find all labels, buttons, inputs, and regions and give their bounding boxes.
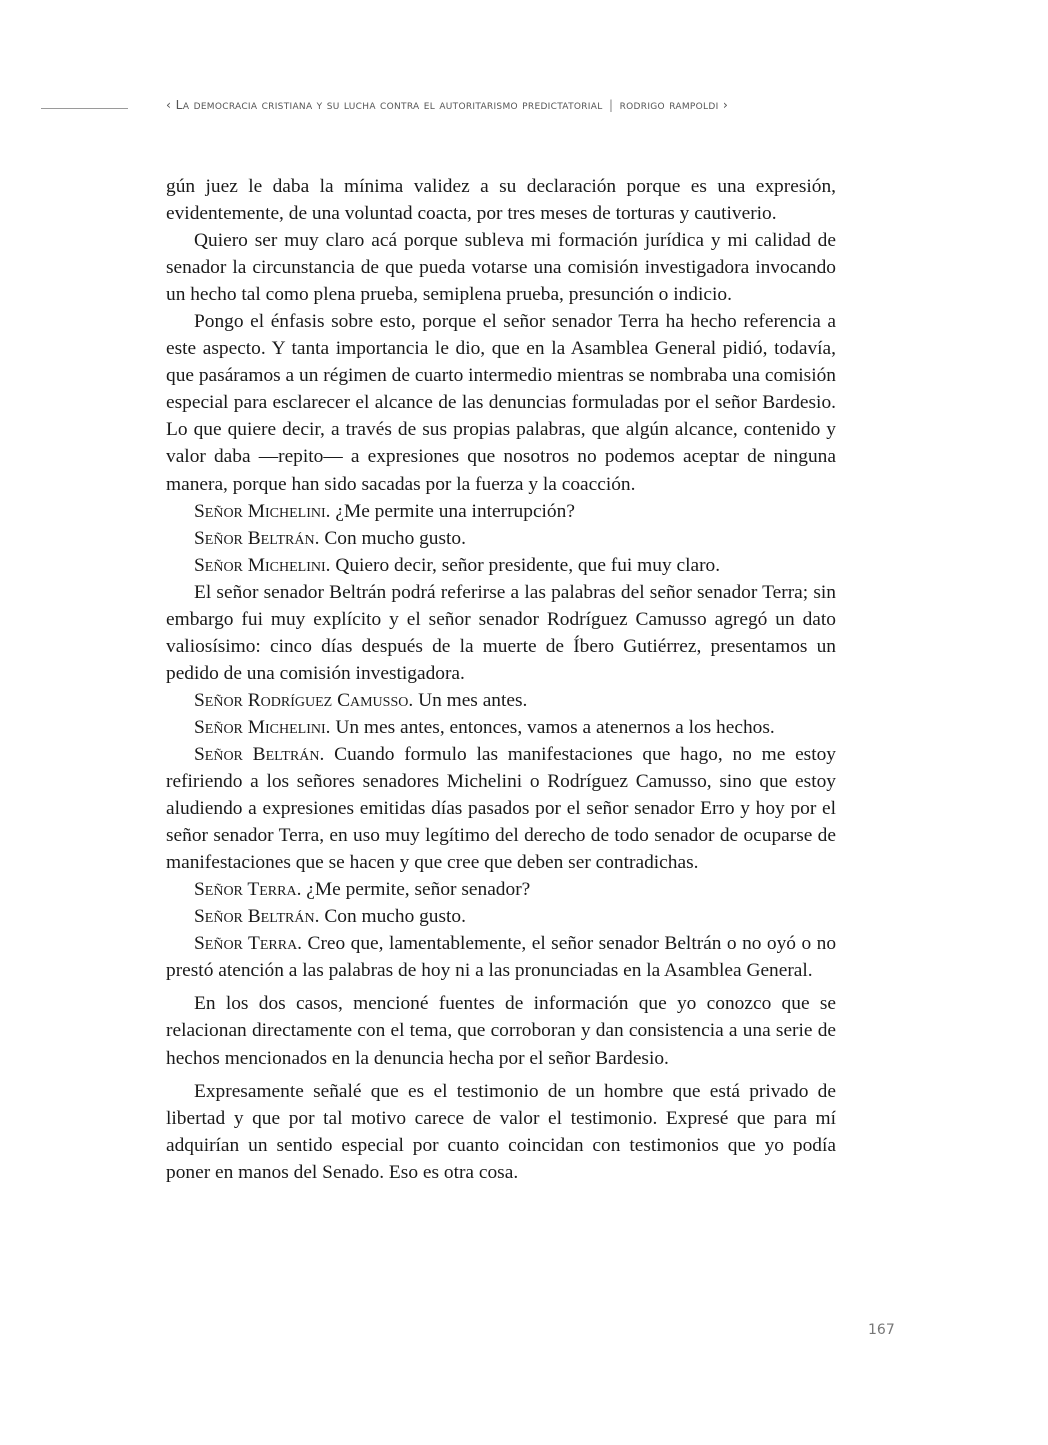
running-head-author: rodrigo rampoldi — [619, 97, 719, 112]
speaker-name: Señor Beltrán. — [194, 527, 320, 549]
paragraph-text: gún juez le daba la mínima validez a su declaración porque es una expresión, evidentemente, de una voluntad coacta, por tres meses de torturas y cautiverio. — [166, 176, 836, 225]
header-rule — [41, 108, 128, 109]
paragraph-text: Un mes antes, entonces, vamos a atenernos a los hechos. — [335, 716, 775, 738]
paragraph-text: Con mucho gusto. — [324, 906, 466, 928]
paragraph — [166, 173, 836, 227]
paragraph — [166, 990, 836, 1071]
paragraph-text: Quiero decir, señor presidente, que fui muy claro. — [335, 554, 721, 576]
paragraph-text: Expresamente señalé que es el testimonio de un hombre que está privado de libertad y que por tal motivo carece de valor el testimonio. Expresé que para mí adquirían un sentido especial por cuanto coincidan con testimonios que yo podía poner en manos del Senado. Eso es otra cosa. — [166, 1080, 836, 1183]
running-head — [166, 97, 866, 112]
speaker-name: Señor Beltrán. — [194, 906, 320, 928]
paragraph-text: Creo que, lamentablemente, el señor senador Beltrán o no oyó o no prestó atención a las palabras de hoy ni a las pronunciadas en la Asamblea General. — [166, 933, 837, 982]
paragraph-text: Quiero ser muy claro acá porque subleva mi formación jurídica y mi calidad de senador la circunstancia de que pueda votarse una comisión investigadora invocando un hecho tal como plena prueba, semiplena prueba, presunción o indicio. — [166, 230, 836, 306]
speaker-name: Señor Michelini. — [194, 554, 331, 576]
speaker-name: Señor Rodríguez Camusso. — [194, 689, 414, 711]
paragraph — [166, 687, 836, 714]
paragraph-text: En los dos casos, mencioné fuentes de información que yo conozco que se relacionan directamente con el tema, que corroboran y dan consistencia a una serie de hechos mencionados en la denuncia hecha por el señor Bardesio. — [166, 993, 836, 1069]
page-number: 167 — [868, 1322, 895, 1338]
paragraph-text: ¿Me permite, señor senador? — [306, 879, 531, 901]
paragraph — [166, 579, 836, 687]
paragraph — [166, 308, 836, 497]
speaker-name: Señor Michelini. — [194, 716, 331, 738]
paragraph — [166, 525, 836, 552]
paragraph-text: Con mucho gusto. — [324, 527, 466, 549]
paragraph-text: Un mes antes. — [418, 689, 528, 711]
paragraph — [166, 930, 836, 984]
paragraph-text: Cuando formulo las manifestaciones que hago, no me estoy refiriendo a los señores senadores Michelini o Rodríguez Camusso, sino que estoy aludiendo a expresiones emitidas días pasados por el señor senador Erro y hoy por el señor senador Terra, en uso muy legítimo del derecho de todo senador de ocuparse de manifestaciones que se hacen y que cree que deben ser contradichas. — [166, 743, 837, 874]
paragraph-text: ¿Me permite una interrupción? — [335, 500, 575, 522]
paragraph — [166, 227, 836, 308]
paragraph — [166, 903, 836, 930]
speaker-name: Señor Michelini. — [194, 500, 331, 522]
speaker-name: Señor Terra. — [194, 933, 303, 955]
body-text — [166, 173, 836, 1186]
paragraph-text: Pongo el énfasis sobre esto, porque el señor senador Terra ha hecho referencia a este aspecto. Y tanta importancia le dio, que en la Asamblea General pidió, todavía, que pasáramos a un régimen de cuarto intermedio mientras se nombraba una comisión especial para esclarecer el alcance de las denuncias formuladas por el señor Bardesio. Lo que quiere decir, a través de sus propias palabras, que algún alcance, contenido y valor daba —repito— a expresiones que nosotros no podemos aceptar de ninguna manera, porque han sido sacadas por la fuerza y la coacción. — [166, 311, 836, 495]
paragraph — [166, 741, 836, 876]
paragraph — [166, 498, 836, 525]
speaker-name: Señor Terra. — [194, 879, 302, 901]
running-head-open-mark: ‹ — [166, 97, 172, 112]
paragraph-text: El señor senador Beltrán podrá referirse a las palabras del señor senador Terra; sin embargo fui muy explícito y el señor senador Rodríguez Camusso agregó un dato valiosísimo: cinco días después de la muerte de Íbero Gutiérrez, presentamos un pedido de una comisión investigadora. — [166, 581, 836, 684]
paragraph — [166, 1078, 836, 1186]
running-head-close-mark: › — [722, 97, 729, 112]
running-head-title: La democracia cristiana y su lucha contra el autoritarismo predictatorial — [175, 97, 603, 112]
paragraph — [166, 714, 836, 741]
running-head-separator: | — [608, 97, 614, 112]
paragraph — [166, 552, 836, 579]
speaker-name: Señor Beltrán. — [194, 743, 325, 765]
paragraph — [166, 876, 836, 903]
